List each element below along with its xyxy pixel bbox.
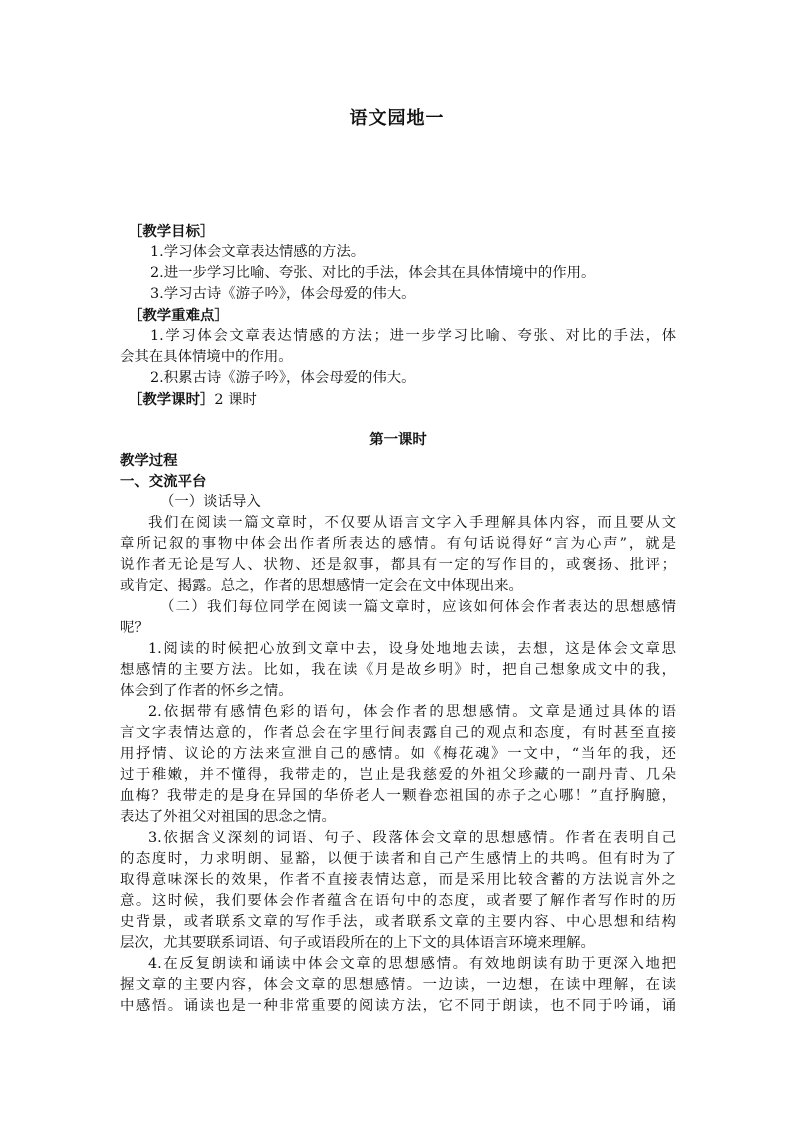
paragraph-line: 3.依据含义深刻的词语、句子、段落体会文章的思想感情。作者在表明自己 [148, 830, 676, 846]
objectives-heading: ［教学目标］ [128, 223, 215, 240]
keypoint-item: 2.积累古诗《游子吟》，体会母爱的伟大。 [150, 370, 416, 386]
lesson-title [120, 429, 676, 450]
teaching-process [120, 450, 676, 1017]
paragraph-line: 意。这时候，我们要体会作者蕴含在语句中的态度，或者要了解作者写作时的历 [120, 893, 676, 909]
hours-label: ［教学课时］ [128, 391, 215, 408]
paragraph-line: 或肯定、揭露。总之，作者的思想感情一定会在文中体现出来。 [120, 578, 523, 594]
objective-item: 2.进一步学习比喻、夸张、对比的手法，体会其在具体情境中的作用。 [150, 265, 596, 281]
lesson-plan-header [120, 221, 676, 410]
lesson-hours [120, 389, 676, 410]
paragraph-line: 体会到了作者的怀乡之情。 [120, 683, 293, 699]
lesson-title-text: 第一课时 [369, 431, 427, 448]
paragraph-line: 的态度时，力求明朗、显豁，以便于读者和自己产生感情上的共鸣。但有时为了 [120, 851, 676, 867]
subsection-heading: （一）谈话导入 [160, 494, 261, 510]
section-heading: 一、交流平台 [120, 473, 207, 490]
paragraph-line: 2.依据带有感情色彩的语句，体会作者的思想感情。文章是通过具体的语 [148, 704, 676, 720]
paragraph-line: 表达了外祖父对祖国的思念之情。 [120, 809, 336, 825]
page-title: 语文园地一 [349, 108, 445, 129]
subsection-heading-cont: 呢？ [120, 620, 149, 636]
paragraph-line: 中感悟。诵读也是一种非常重要的阅读方法，它不同于朗读，也不同于吟诵，诵 [120, 998, 676, 1014]
paragraph-line: 1.阅读的时候把心放到文章中去，设身处地地去读，去想，这是体会文章思 [148, 641, 676, 657]
paragraph-line: 我们在阅读一篇文章时，不仅要从语言文字入手理解具体内容，而且要从文 [148, 515, 676, 531]
keypoints-heading: ［教学重难点］ [128, 307, 229, 324]
paragraph-line: 想感情的主要方法。比如，我在读《月是故乡明》时，把自己想象成文中的我， [120, 662, 676, 678]
objective-item: 1.学习体会文章表达情感的方法。 [150, 244, 366, 260]
paragraph-line: 说作者无论是写人、状物、还是叙事，都具有一定的写作目的，或褒扬、批评； [120, 557, 676, 573]
paragraph-line: 过于稚嫩，并不懂得，我带走的，岂止是我慈爱的外祖父珍藏的一副丹青、几朵 [120, 767, 676, 783]
paragraph-line: 血梅？我带走的是身在异国的华侨老人一颗眷恋祖国的赤子之心哪！”直抒胸臆， [120, 788, 676, 804]
paragraph-line: 层次，尤其要联系词语、句子或语段所在的上下文的具体语言环境来理解。 [120, 935, 595, 951]
subsection-heading: （二）我们每位同学在阅读一篇文章时，应该如何体会作者表达的思想感情 [160, 599, 676, 615]
keypoint-item: 1.学习体会文章表达情感的方法；进一步学习比喻、夸张、对比的手法，体 [150, 328, 676, 344]
process-heading: 教学过程 [120, 452, 178, 469]
hours-value: 2 课时 [214, 392, 257, 408]
objective-item: 3.学习古诗《游子吟》，体会母爱的伟大。 [150, 286, 416, 302]
paragraph-line: 用抒情、议论的方法来宣泄自己的感情。如《梅花魂》一文中，“当年的我，还 [120, 746, 676, 762]
paragraph-line: 取得意味深长的效果，作者不直接表情达意，而是采用比较含蓄的方法说言外之 [120, 872, 676, 888]
keypoint-item-cont: 会其在具体情境中的作用。 [120, 349, 293, 365]
paragraph-line: 握文章的主要内容，体会文章的思想感情。一边读，一边想，在读中理解，在读 [120, 977, 676, 993]
paragraph-line: 史背景，或者联系文章的写作手法，或者联系文章的主要内容、中心思想和结构 [120, 914, 676, 930]
paragraph-line: 章所记叙的事物中体会出作者所表达的感情。有句话说得好“言为心声”，就是 [120, 536, 676, 552]
paragraph-line: 言文字表情达意的，作者总会在字里行间表露自己的观点和态度，有时甚至直接 [120, 725, 676, 741]
paragraph-line: 4.在反复朗读和诵读中体会文章的思想感情。有效地朗读有助于更深入地把 [148, 956, 676, 972]
